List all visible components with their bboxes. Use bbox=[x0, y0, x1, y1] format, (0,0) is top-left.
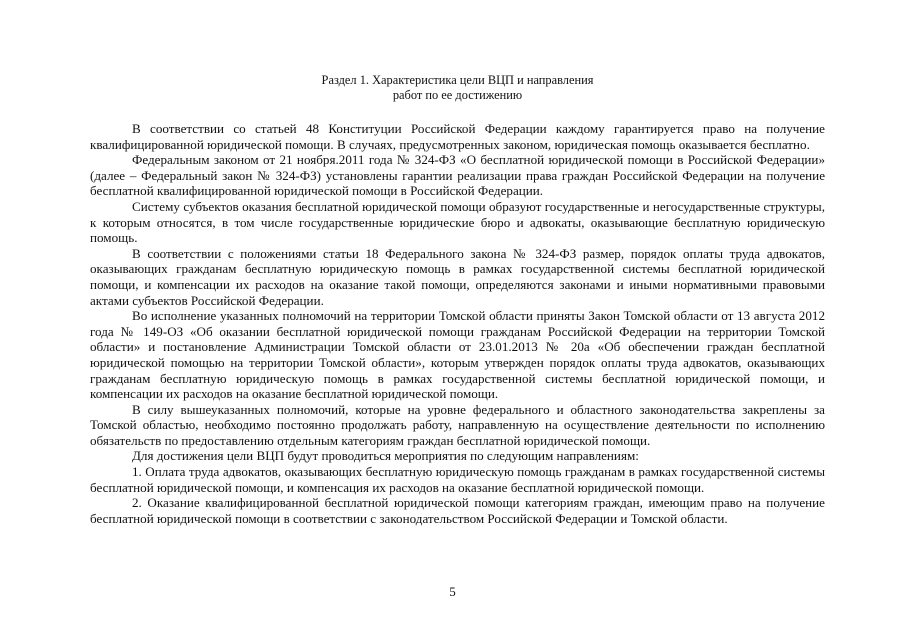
paragraph-powers: В силу вышеуказанных полномочий, которые на уровне федерального и областного законодательства закреплены за Томской областью, необходимо постоянно продолжать работу, направленную на осуществление деятельности по исполнению обязательств по предоставлению отдельным категориям граждан бесплатной юридической помощи. bbox=[90, 401, 825, 448]
body-text bbox=[90, 121, 825, 526]
section-heading-line-1: Раздел 1. Характеристика цели ВЦП и направления bbox=[321, 73, 594, 87]
page-number: 5 bbox=[449, 584, 456, 599]
paragraph-directions-intro: Для достижения цели ВЦП будут проводиться мероприятия по следующим направлениям: bbox=[132, 448, 639, 464]
paragraph-direction-2: 2. Оказание квалифицированной бесплатной юридической помощи категориям граждан, имеющим право на получение бесплатной юридической помощи в соответствии с законодательством Российской Федерации и Томской области. bbox=[90, 495, 825, 526]
paragraph-constitution: В соответствии со статьей 48 Конституции Российской Федерации каждому гарантируется право на получение квалифицированной юридической помощи. В случаях, предусмотренных законом, юридическая помощь оказывается бесплатно. bbox=[90, 121, 825, 152]
section-heading-line-2: работ по ее достижению bbox=[392, 88, 523, 102]
paragraph-direction-1: 1. Оплата труда адвокатов, оказывающих бесплатную юридическую помощь гражданам в рамках государственной системы бесплатной юридической помощи, и компенсация их расходов на оказание бесплатной юридической помощи. bbox=[90, 464, 825, 495]
paragraph-system-of-subjects: Систему субъектов оказания бесплатной юридической помощи образуют государственные и негосударственные структуры, к которым относятся, в том числе государственные юридические бюро и адвокаты, оказывающие бесплатную юридическую помощь. bbox=[90, 198, 825, 246]
section-heading bbox=[90, 73, 825, 103]
paragraph-tomsk-region-law: Во исполнение указанных полномочий на территории Томской области приняты Закон Томской области от 13 августа 2012 года № 149-ОЗ «Об оказании бесплатной юридической помощи гражданам Российской Федерации на территории Томской области» и постановление Администрации Томской области от 23.01.2013 № 20а «Об обеспечении граждан бесплатной юридической помощью на территории Томской области», которым утвержден порядок оплаты труда адвокатов, оказывающих гражданам бесплатную юридическую помощь в рамках государственной системы бесплатной юридической помощи, и компенсации их расходов на оказание бесплатной юридической помощи. bbox=[90, 308, 825, 402]
paragraph-article-18: В соответствии с положениями статьи 18 Федерального закона № 324-ФЗ размер, порядок оплаты труда адвокатов, оказывающих гражданам бесплатную юридическую помощь в рамках государственной системы бесплатной юридической помощи, и компенсации их расходов на оказание такой помощи, определяются законами и иными нормативными правовыми актами субъектов Российской Федерации. bbox=[90, 245, 825, 308]
paragraph-federal-law: Федеральным законом от 21 ноября.2011 года № 324-ФЗ «О бесплатной юридической помощи в Российской Федерации» (далее – Федеральный закон № 324-ФЗ) установлены гарантии реализации права граждан Российской Федерации на получение бесплатной квалифицированной юридической помощи в Российской Федерации. bbox=[90, 152, 825, 199]
